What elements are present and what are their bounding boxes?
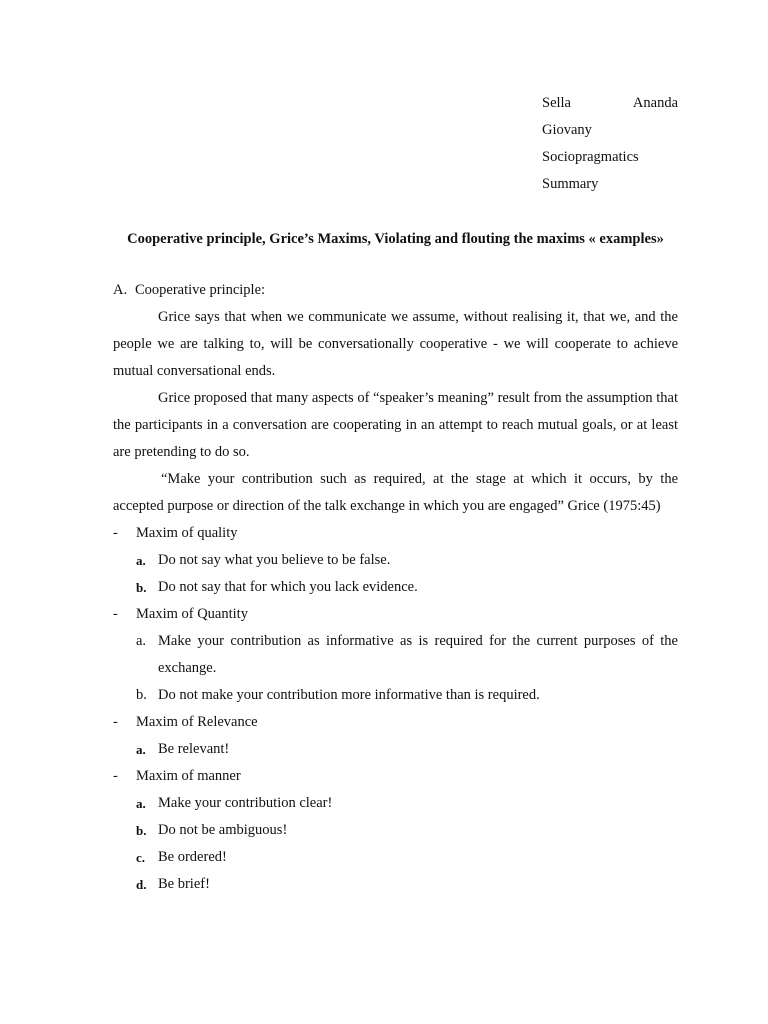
maxim-subitem [113,844,678,871]
subitem-letter: b. [136,687,147,703]
subitem-text: Do not say that for which you lack evidence. [158,579,418,595]
maxim-name: Maxim of manner [136,768,241,784]
document-title: Cooperative principle, Grice’s Maxims, Violating and flouting the maxims « examples» [127,231,664,247]
maxim-item [113,709,678,736]
maxim-subitem [113,790,678,817]
author-last-name: Giovany [542,122,592,138]
subitem-text: Make your contribution as informative as is required for the current purposes of the exchange. [158,633,678,676]
maxim-subitem [113,817,678,844]
section-a-heading [113,277,678,304]
subitem-letter: b. [136,580,147,595]
author-block [542,91,678,199]
document-body [113,277,678,898]
maxim-name: Maxim of Quantity [136,606,248,622]
subitem-text: Do not say what you believe to be false. [158,552,391,568]
document-type: Summary [542,176,599,192]
subitem-letter: a. [136,553,146,568]
maxim-subitem [113,736,678,763]
subitem-letter: a. [136,796,146,811]
list-dash: - [113,768,118,784]
maxim-item [113,520,678,547]
maxim-subitem [113,628,678,682]
quote-paragraph: “Make your contribution such as required, at the stage at which it occurs, by the accepted purpose or direction of the talk exchange in which you are engaged” Grice (1975:45) [113,471,678,514]
subitem-letter: b. [136,823,147,838]
subitem-text: Be brief! [158,876,210,892]
subitem-text: Do not be ambiguous! [158,822,288,838]
paragraph-1: Grice says that when we communicate we assume, without realising it, that we, and the people we are talking to, will be conversationally cooperative - we will cooperate to achieve mutual conversational ends. [113,309,678,379]
maxim-name: Maxim of Relevance [136,714,258,730]
section-heading-text: Cooperative principle: [135,282,266,298]
maxim-subitem [113,682,678,709]
list-dash: - [113,714,118,730]
maxim-subitem [113,547,678,574]
author-first-name: Sella [542,95,571,111]
maxim-item [113,601,678,628]
subitem-text: Be relevant! [158,741,230,757]
list-dash: - [113,525,118,541]
subitem-text: Be ordered! [158,849,227,865]
subitem-letter: a. [136,742,146,757]
subitem-text: Do not make your contribution more informative than is required. [158,687,540,703]
subitem-letter: d. [136,877,147,892]
subitem-letter: c. [136,850,146,865]
subitem-text: Make your contribution clear! [158,795,333,811]
subitem-letter: a. [136,633,147,649]
maxim-subitem [113,574,678,601]
course-name: Sociopragmatics [542,149,639,165]
author-name-line [542,91,678,118]
author-middle-name: Ananda [632,95,678,111]
maxim-item [113,763,678,790]
maxim-list [113,520,678,898]
section-marker: A. [113,282,128,298]
maxim-subitem [113,871,678,898]
maxim-name: Maxim of quality [136,525,238,541]
paragraph-2: Grice proposed that many aspects of “speaker’s meaning” result from the assumption that the participants in a conversation are cooperating in an attempt to reach mutual goals, or at least are pretending to do so. [113,390,678,460]
list-dash: - [113,606,118,622]
